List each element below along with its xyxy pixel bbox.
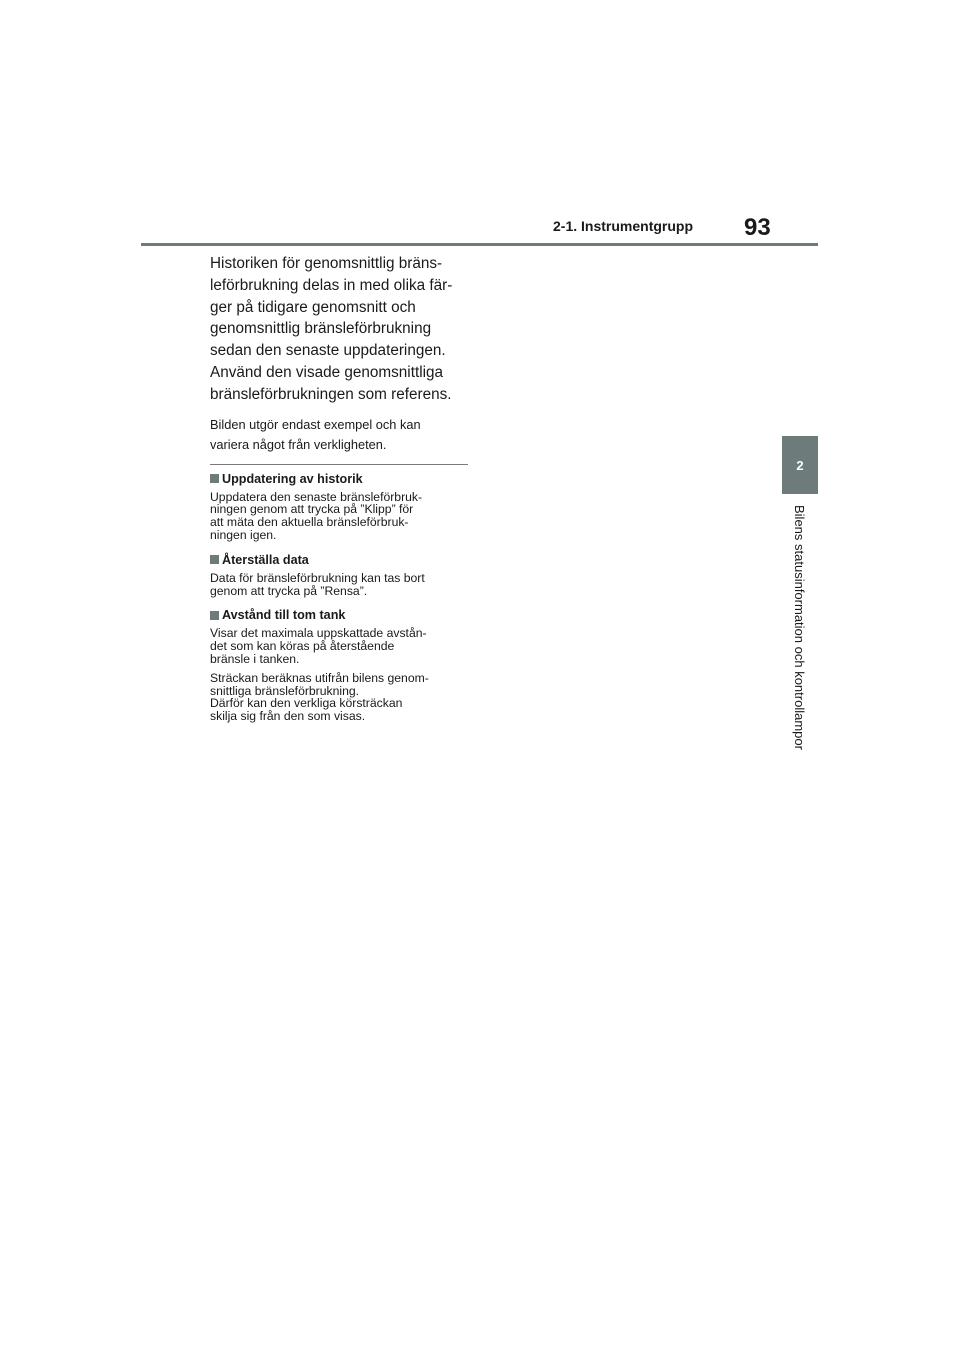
body-line: det som kan köras på återstående (210, 639, 395, 654)
intro-line: ger på tidigare genomsnitt och (210, 298, 416, 316)
image-note (210, 415, 472, 455)
header-rule (141, 243, 818, 246)
intro-line: sedan den senaste uppdateringen. (210, 342, 446, 360)
chapter-side-title: Bilens statusinformation och kontrollampor (792, 505, 807, 750)
body-line: Därför kan den verkliga körsträckan (210, 696, 403, 711)
section-heading (210, 607, 472, 623)
intro-line: Använd den visade genomsnittliga (210, 363, 444, 381)
intro-line: bränsleförbrukningen som referens. (210, 385, 452, 403)
section-heading-text: Uppdatering av historik (222, 471, 363, 486)
image-note-line: Bilden utgör endast exempel och kan (210, 416, 421, 432)
section-divider (210, 464, 468, 465)
body-line: Visar det maximala uppskattade avstån- (210, 626, 427, 641)
body-line: ningen genom att trycka på ”Klipp” för (210, 502, 414, 517)
main-content (210, 253, 472, 723)
body-line: Sträckan beräknas utifrån bilens genom- (210, 670, 429, 685)
body-line: ningen igen. (210, 527, 277, 542)
section-reset-data (210, 552, 472, 598)
section-title: 2-1. Instrumentgrupp (553, 218, 694, 234)
section-heading-text: Avstånd till tom tank (222, 608, 346, 623)
image-note-line: variera något från verkligheten. (210, 436, 387, 452)
square-bullet-icon (210, 611, 219, 620)
intro-line: genomsnittlig bränsleförbrukning (210, 320, 432, 338)
square-bullet-icon (210, 555, 219, 564)
page-number: 93 (744, 214, 771, 241)
chapter-tab-number: 2 (796, 457, 804, 473)
body-line: genom att trycka på ”Rensa”. (210, 583, 368, 598)
intro-line: leförbrukning delas in med olika fär- (210, 276, 453, 294)
section-distance-to-empty (210, 607, 472, 723)
body-line: skilja sig från den som visas. (210, 709, 366, 724)
body-line: att mäta den aktuella bränsleförbruk- (210, 515, 409, 530)
section-update-history (210, 471, 472, 542)
section-heading (210, 552, 472, 568)
section-paragraph (210, 672, 472, 723)
intro-paragraph (210, 253, 472, 406)
body-line: Data för bränsleförbrukning kan tas bort (210, 570, 425, 585)
body-line: bränsle i tanken. (210, 651, 300, 666)
section-heading-text: Återställa data (222, 552, 309, 567)
intro-line: Historiken för genomsnittlig bräns- (210, 255, 443, 272)
body-line: Uppdatera den senaste bränsleförbruk- (210, 489, 423, 504)
chapter-tab (782, 436, 818, 494)
section-paragraph (210, 572, 472, 598)
square-bullet-icon (210, 474, 219, 483)
section-paragraph (210, 491, 472, 542)
section-heading (210, 471, 472, 487)
section-paragraph (210, 627, 472, 665)
body-line: snittliga bränsleförbrukning. (210, 683, 360, 698)
